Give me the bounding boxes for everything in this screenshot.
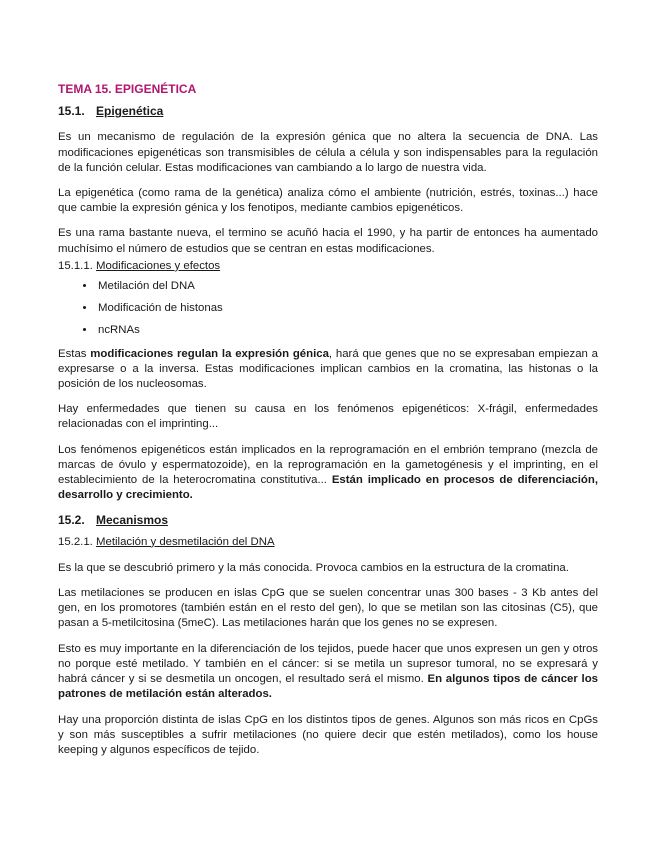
paragraph: Hay enfermedades que tienen su causa en los fenómenos epigenéticos: X-frágil, enfermedades relacionadas con el imprinting...	[58, 403, 598, 431]
bold-text: En algunos tipos de cáncer los patrones de metilación están alterados.	[58, 673, 599, 701]
subsection-title: Metilación y desmetilación del DNA	[96, 535, 275, 548]
paragraph: La epigenética (como rama de la genética) analiza cómo el ambiente (nutrición, estrés, toxinas...) hace que cambie la expresión génica y los fenotipos, mediante cambios epigenéticos.	[58, 187, 598, 215]
text-run: , hará que genes que no se expresaban empiezan a expresarse o a la inversa. Estas modificaciones implican cambios en la cromatina, las histonas o la posición de los nucleosomas.	[58, 347, 598, 391]
subsection-number: 15.2.1.	[58, 535, 93, 548]
section-number: 15.2.	[58, 513, 85, 528]
subsection-heading-15-1-1	[58, 259, 598, 274]
text-run: Los fenómenos epigenéticos están implicados en la reprogramación en el embrión temprano (mezcla de marcas de óvulo y espermatozoide), en la reprogramación en la gametogénesis y el imprinting, en el establecimiento de la heterocromatina constitutiva...	[58, 443, 598, 487]
paragraph: Es una rama bastante nueva, el termino se acuñó hacia el 1990, y ha partir de entonces ha aumentado muchísimo el número de estudios que se centran en estas modificaciones.	[58, 227, 598, 255]
section-title: Epigenética	[96, 104, 164, 119]
text-run: Estas	[58, 347, 91, 360]
list-item: • ncRNAs	[96, 323, 598, 338]
list-item: • Metilación del DNA	[96, 279, 598, 294]
document-body	[58, 82, 598, 768]
subsection-title: Modificaciones y efectos	[96, 259, 221, 272]
section-number: 15.1.	[58, 104, 85, 119]
subsection-number: 15.1.1.	[58, 259, 93, 272]
paragraph	[58, 443, 598, 504]
bold-text: modificaciones regulan la expresión génica	[90, 347, 329, 360]
text-run: Esto es muy importante en la diferenciación de los tejidos, puede hacer que unos expresen un gen y otros no porque esté metilado. Y también en el cáncer: si se metila un supresor tumoral, no se expresará y habrá cáncer y si se desmetila un oncogen, el resultado será el mismo.	[58, 642, 598, 686]
section-heading-15-2	[58, 513, 598, 528]
bullet-list	[58, 279, 598, 339]
list-item: • Modificación de histonas	[96, 301, 598, 316]
paragraph: Es la que se descubrió primero y la más conocida. Provoca cambios en la estructura de la cromatina.	[58, 561, 569, 574]
paragraph	[58, 347, 598, 393]
paragraph: Es un mecanismo de regulación de la expresión génica que no altera la secuencia de DNA. Las modificaciones epigenéticas son transmisibles de célula a célula y son indispensables para la regulación de la función celular. Estas modificaciones van cambiando a lo largo de nuestra vida.	[58, 131, 598, 174]
section-heading-15-1	[58, 104, 598, 119]
subsection-heading-15-2-1	[58, 535, 598, 550]
bold-text: Están implicado en procesos de diferenciación, desarrollo y crecimiento.	[58, 474, 598, 502]
chapter-title: TEMA 15. EPIGENÉTICA	[58, 82, 197, 96]
paragraph: Las metilaciones se producen en islas CpG que se suelen concentrar unas 300 bases - 3 Kb antes del gen, en los promotores (también están en el resto del gen), lo que se metilan son las citosinas (C5), que pasan a 5-metilcitosina (5meC). Las metilaciones harán que los genes no se expresen.	[58, 587, 598, 630]
section-title: Mecanismos	[96, 513, 169, 528]
paragraph: Hay una proporción distinta de islas CpG en los distintos tipos de genes. Algunos son más ricos en CpGs y son más susceptibles a sufrir metilaciones (no quiere decir que estén metilados), como los house keeping y algunos específicos de tejido.	[58, 713, 598, 756]
paragraph	[58, 642, 598, 703]
